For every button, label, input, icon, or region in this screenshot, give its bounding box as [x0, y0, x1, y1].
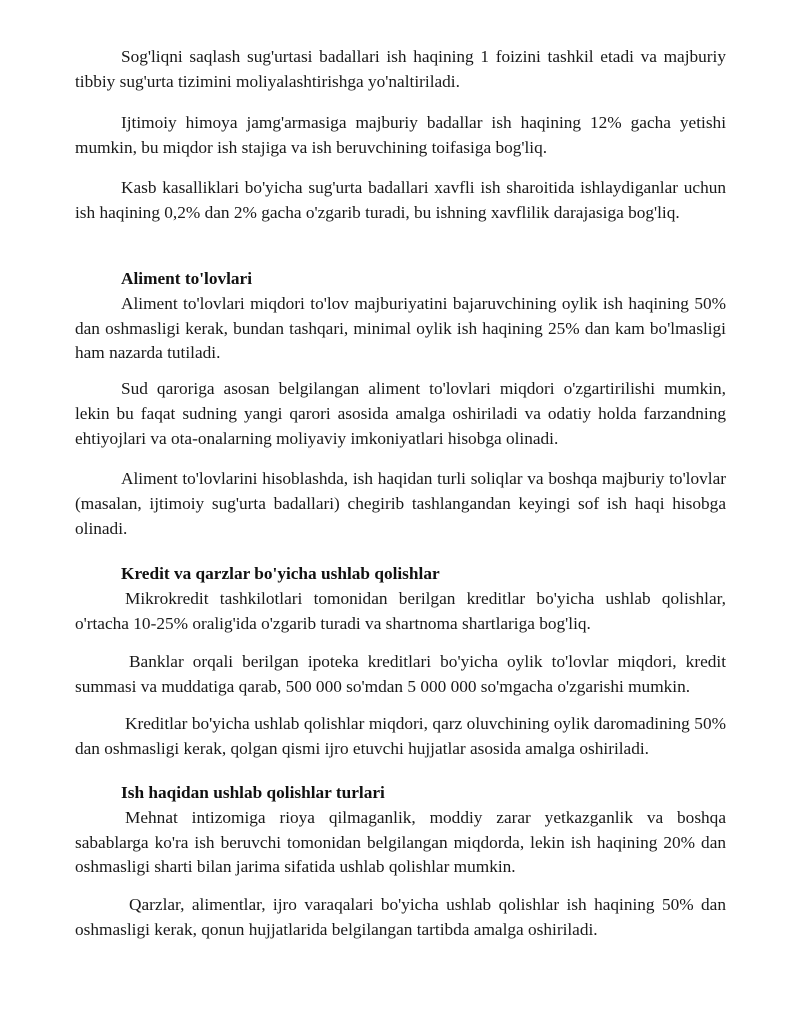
section-deductions — [75, 781, 726, 880]
paragraph-text: Kreditlar bo'yicha ushlab qolishlar miqdori, qarz oluvchining oylik daromadining 50% dan oshmasligi kerak, qolgan qismi ijro etuvchi hujjatlar asosida amalga oshiriladi. — [75, 714, 726, 758]
paragraph-alimony-court — [75, 377, 726, 451]
paragraph-occupational-disease — [75, 176, 726, 226]
paragraph-text: Aliment to'lovlarini hisoblashda, ish haqidan turli soliqlar va boshqa majburiy to'lovlar (masalan, ijtimoiy sug'urta badallari) chegirib tashlangandan keyingi sof ish haqi hisobga olinadi. — [75, 469, 726, 538]
paragraph-text: Sud qaroriga asosan belgilangan aliment to'lovlari miqdori o'zgartirilishi mumkin, lekin bu faqat sudning yangi qarori asosida amalga oshiriladi va odatiy holda farzandning ehtiyojlari va ota-onalarning moliyaviy imkoniyatlari hisobga olinadi. — [75, 379, 726, 448]
paragraph-debt-deductions — [75, 893, 726, 943]
paragraph-text: Ijtimoiy himoya jamg'armasiga majburiy badallar ish haqining 12% gacha yetishi mumkin, bu miqdor ish stajiga va ish beruvchining toifasiga bog'liq. — [75, 113, 726, 157]
section-heading-alimony: Aliment to'lovlari — [121, 269, 253, 288]
paragraph-social-protection — [75, 111, 726, 161]
paragraph-alimony-amount: Aliment to'lovlari miqdori to'lov majburiyatini bajaruvchining oylik ish haqining 50% dan oshmasligi kerak, bundan tashqari, minimal oylik ish haqining 25% dan kam bo'lmasligi ham nazarda tutiladi. — [75, 293, 726, 363]
paragraph-disciplinary-fines: Mehnat intizomiga rioya qilmaganlik, moddiy zarar yetkazganlik va boshqa sabablarga ko'ra ish beruvchi tomonidan belgilangan miqdorda, lekin ish haqining 20% dan oshmasligi sharti bilan jarima sifatida ushlab qolishlar mumkin. — [75, 807, 726, 877]
paragraph-mortgage — [75, 650, 726, 700]
paragraph-microcredit: Mikrokredit tashkilotlari tomonidan berilgan kreditlar bo'yicha ushlab qolishlar, o'rtacha 10-25% oralig'ida o'zgarib turadi va shartnoma shartlariga bog'liq. — [75, 588, 726, 633]
section-credit — [75, 562, 726, 636]
section-alimony — [75, 267, 726, 366]
paragraph-text: Banklar orqali berilgan ipoteka kreditlari bo'yicha oylik to'lovlar miqdori, kredit summasi va muddatiga qarab, 500 000 so'mdan 5 000 000 so'mgacha o'zgarishi mumkin. — [75, 652, 726, 696]
paragraph-text: Sog'liqni saqlash sug'urtasi badallari ish haqining 1 foizini tashkil etadi va majburiy tibbiy sug'urta tizimini moliyalashtirishga yo'naltiriladi. — [75, 47, 726, 91]
section-heading-credit: Kredit va qarzlar bo'yicha ushlab qolishlar — [121, 564, 440, 583]
paragraph-text: Kasb kasalliklari bo'yicha sug'urta badallari xavfli ish sharoitida ishlaydiganlar uchun ish haqining 0,2% dan 2% gacha o'zgarib turadi, bu ishning xavflilik darajasiga bog'liq. — [75, 178, 726, 222]
paragraph-health-insurance — [75, 45, 726, 95]
section-heading-deductions: Ish haqidan ushlab qolishlar turlari — [121, 783, 385, 802]
paragraph-credit-limit — [75, 712, 726, 762]
paragraph-alimony-calculation — [75, 467, 726, 541]
paragraph-text: Qarzlar, alimentlar, ijro varaqalari bo'yicha ushlab qolishlar ish haqining 50% dan oshmasligi kerak, qonun hujjatlarida belgilangan tartibda amalga oshiriladi. — [75, 895, 726, 939]
